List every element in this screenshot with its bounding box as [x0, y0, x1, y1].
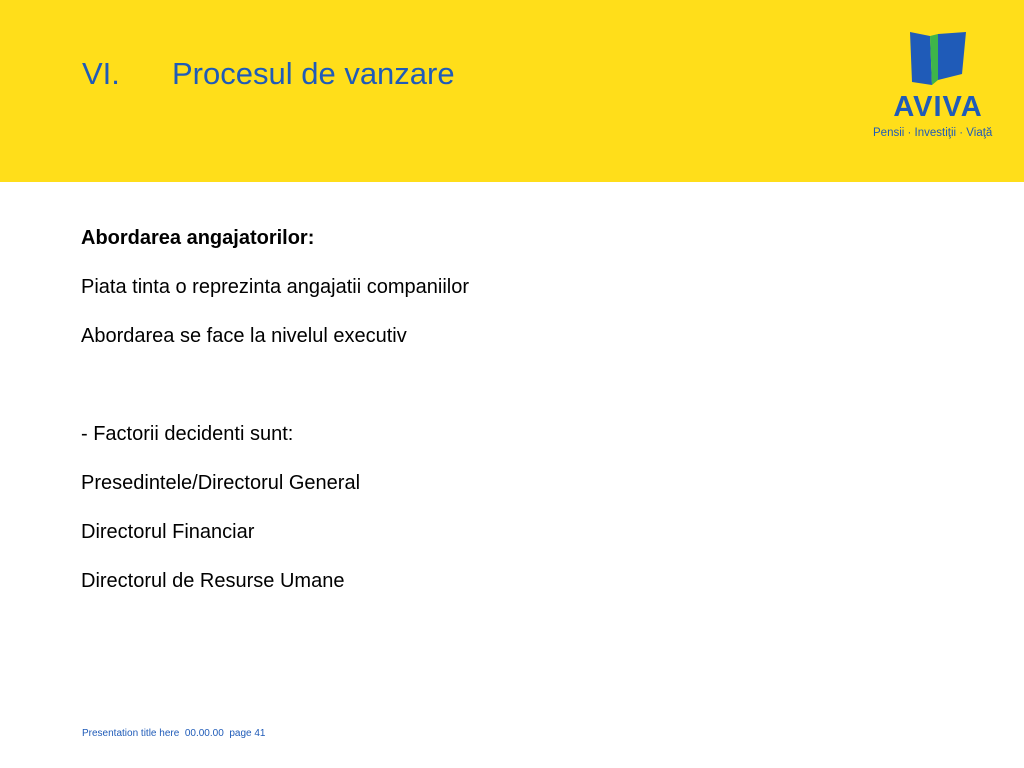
body-line: Directorul Financiar [81, 521, 255, 543]
slide-body [81, 226, 961, 618]
slide-footer: Presentation title here 00.00.00 page 41 [82, 728, 266, 739]
aviva-logo [872, 30, 1007, 150]
body-line: - Factorii decidenti sunt: [81, 423, 294, 445]
slide-title [82, 54, 455, 94]
header-band [0, 0, 1024, 182]
section-heading: Abordarea angajatorilor: [81, 227, 315, 249]
slide-title-text: Procesul de vanzare [172, 56, 455, 91]
body-line: Presedintele/Directorul General [81, 472, 361, 494]
slide-number: VI. [82, 56, 120, 91]
logo-tagline: Pensii · Investiţii · Viaţă [873, 127, 993, 139]
aviva-logo-mark-icon [872, 30, 1007, 90]
logo-wordmark: AVIVA [893, 91, 983, 123]
body-line: Piata tinta o reprezinta angajatii companiilor [81, 276, 469, 298]
body-line: Abordarea se face la nivelul executiv [81, 325, 407, 347]
blank-line [81, 373, 961, 397]
body-line: Directorul de Resurse Umane [81, 570, 345, 592]
